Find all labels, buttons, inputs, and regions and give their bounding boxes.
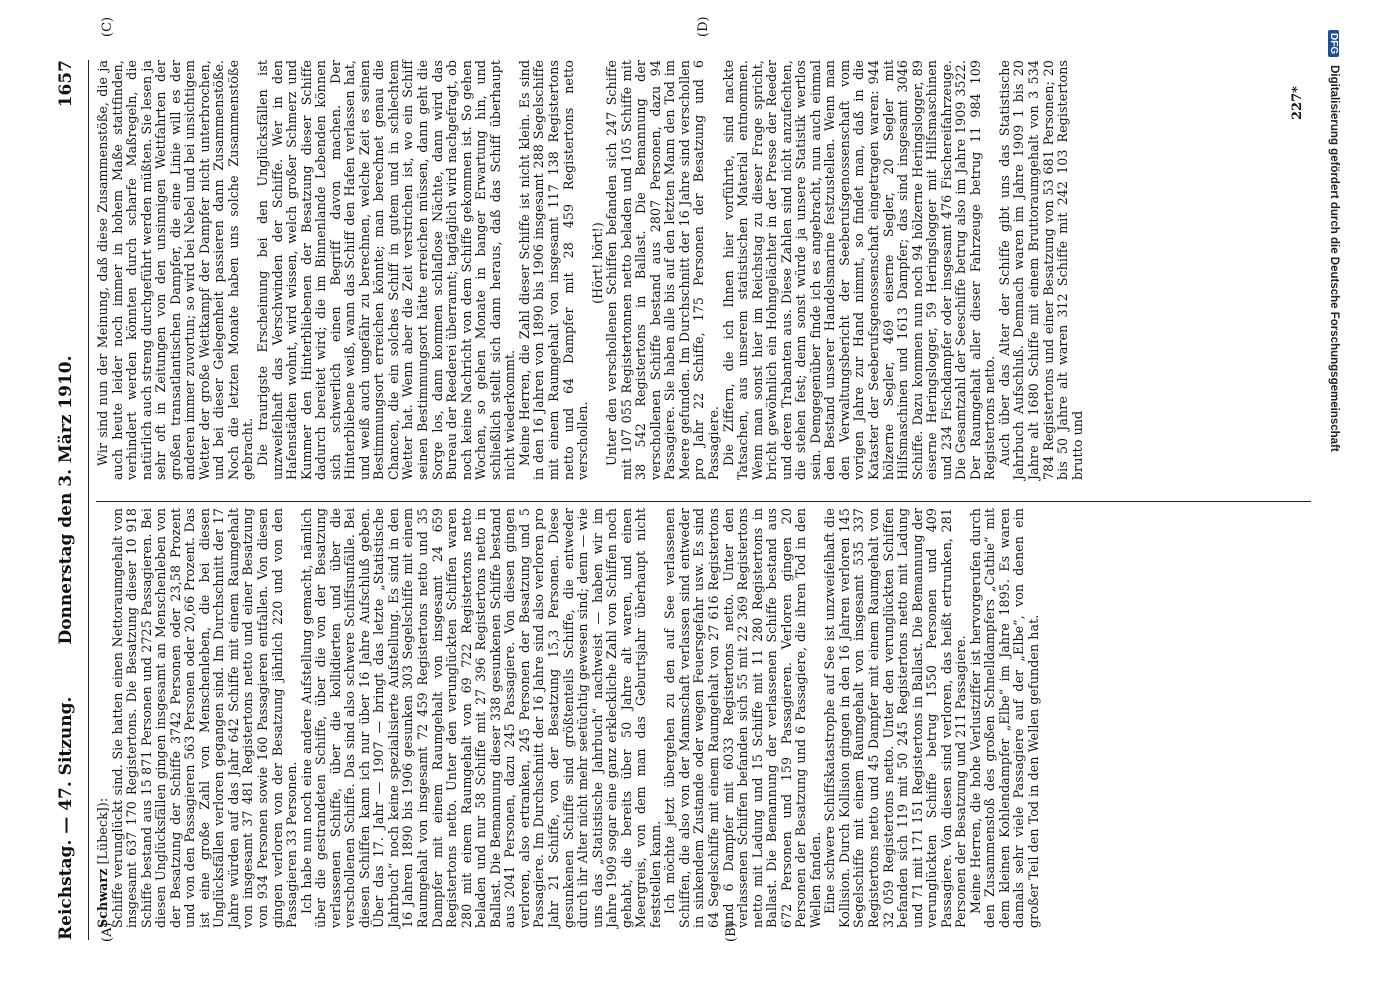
right-paragraph-6: Auch über das Alter der Schiffe gibt uns das Statistische Jahrbuch Aufschluß. Demnach waren im Jahre 1909 1 bis 20 Jahre alt 1680 Schiffe mit einem Bruttoraumgehalt von 3 534 784 Registertons und einer Besatzung von 53 681 Personen; 20 bis 50 Jahre alt waren 312 Schiffe mit 242 103 Registertons brutto und [996, 60, 1085, 480]
right-paragraph-1: Wir sind nun der Meinung, daß diese Zusammenstöße, die ja auch heute leider noch immer in hohem Maße stattfinden, verhindert werden könnten durch scharfe Maßregeln, die natürlich auch streng durchgeführt werden müßten. Sie lesen ja sehr oft in Zeitungen von den unsinnigen Wettfahrten der großen transatlantischen Dampfer, die eine Linie will es der anderen immer zuvortun; so wird bei Nebel und bei unsichtigem Wetter der große Wettkampf der Dampfer nicht unterbrochen, und bei dieser Gelegenheit passieren dann Zusammenstöße. Noch die letzten Monate haben uns solche Zusammenstöße gebracht. [95, 60, 256, 480]
signature-mark: 227* [1290, 86, 1305, 120]
left-paragraph-4: Eine schwere Schiffskatastrophe auf See ist unzweifelhaft die Kollision. Durch Kollision gingen in den 16 Jahren verloren 145 Segelschiffe mit einem Raumgehalt von insgesamt 535 337 Registertons netto und 45 Dampfer mit einem Raumgehalt von 32 059 Registertons netto. Unter den verunglückten Schiffen befanden sich 119 mit 50 245 Registertons netto mit Ladung und 71 mit 171 151 Registertons in Ballast. Die Bemannung der verunglückten Schiffe betrug 1550 Personen und 409 Passagiere. Von diesen sind verloren, das heißt ertrunken, 281 Personen der Besatzung und 211 Passagiere. [822, 508, 969, 928]
page-number: 1657 [56, 60, 76, 108]
margin-marker-c: (C) [100, 16, 115, 37]
left-column [96, 508, 1042, 928]
margin-marker-d: (D) [696, 16, 711, 37]
interjection: (Hört! hört!) [589, 222, 605, 304]
margin-marker-b: (B) [724, 922, 739, 942]
left-paragraph-5: Meine Herren, die hohe Verlustziffer ist hervorgerufen durch den Zusammenstoß des großen Schnelldampfers „Cathie“ mit dem kleinen Kohlendampfer „Elbe“ im Jahre 1895. Es waren damals sehr viele Passagiere auf der „Elbe“, von denen ein großer Teil den Tod in den Wellen gefunden hat. [967, 508, 1041, 928]
header-date: Donnerstag den 3. März 1910. [56, 355, 76, 645]
digitization-text: Digitalisierung gefördert durch die Deutsche Forschungsgemeinschaft [1328, 65, 1340, 452]
left-paragraph-1 [96, 508, 300, 928]
right-column [96, 60, 1085, 480]
page-header [56, 60, 84, 940]
left-paragraph-3: Ich möchte jetzt übergehen zu den auf See verlassenen Schiffen, die also von der Mannschaft verlassen sind entweder in sinkendem Zustande oder wegen Feuersgefahr usw. Es sind 64 Segelschiffe mit einem Raumgehalt von 27 616 Registertons und 6 Dampfer mit 6033 Registertons netto. Unter den verlassenen Schiffen befanden sich 55 mit 22 369 Registertons netto mit Ladung und 15 Schiffe mit 11 280 Registertons in Ballast. Die Bemannung der verlassenen Schiffe bestand aus 672 Personen und 159 Passagieren. Verloren gingen 20 Personen der Besatzung und 6 Passagiere, die ihren Tod in den Wellen fanden. [662, 508, 823, 928]
left-paragraph-2: Ich habe nun noch eine andere Aufstellung gemacht, nämlich über die gestrandeten Schiffe, über die von der Besatzung verlassenen Schiffe, über die kollidierten und über die verschollenen Schiffe. Das sind also schwere Schiffsunfälle. Bei diesen Schiffen kann ich nur über 16 Jahre Aufschluß geben. Über das 17. Jahr — 1907 — bringt das letzte „Statistische Jahrbuch“ noch keine spezialisierte Aufstellung. Es sind in den 16 Jahren 1890 bis 1906 gesunken 303 Segelschiffe mit einem Raumgehalt von insgesamt 72 459 Registertons netto und 35 Dampfer mit einem Raumgehalt von insgesamt 24 659 Registertons netto. Unter den verunglückten Schiffen waren 280 mit einem Raumgehalt von 69 722 Registertons netto beladen und nur 58 Schiffe mit 27 396 Registertons netto in Ballast. Die Bemannung dieser 338 gesunkenen Schiffe bestand aus 2041 Personen, dazu 245 Passagiere. Von diesen gingen verloren, also ertranken, 245 Personen der Besatzung und 5 Passagiere. Im Durchschnitt der 16 Jahre sind also verloren pro Jahr 21 Schiffe, von der Besatzung 15,3 Personen. Diese gesunkenen Schiffe sind größtenteils Schiffe, die entweder durch ihr Alter nicht mehr seetüchtig gewesen sind; denn — wie uns das „Statistische Jahrbuch“ nachweist — haben wir im Jahre 1909 sogar eine ganz erkleckliche Zahl von Schiffen noch gehabt, die bereits über 50 Jahre alt waren, und einen Meergreis, von dem man das Geburtsjahr überhaupt nicht feststellen kann. [298, 508, 663, 928]
speaker-name: Schwarz [95, 868, 110, 928]
right-paragraph-4: Unter den verschollenen Schiffen befanden sich 247 Schiffe mit 107 055 Registertonnen netto beladen und 105 Schiffe mit 38 542 Registertons in Ballast. Die Bemannung der verschollenen Schiffe bestand aus 2807 Personen, dazu 94 Passagiere. Sie haben alle bis auf den letzten Mann den Tod im Meere gefunden. Im Durchschnitt der 16 Jahre sind verschollen pro Jahr 22 Schiffe, 175 Personen der Besatzung und 6 Passagiere. [604, 60, 721, 480]
column-divider [96, 501, 1311, 502]
header-rule [88, 60, 89, 940]
digitization-note [1322, 30, 1340, 970]
dfg-logo: DFG [1328, 30, 1339, 57]
header-session: Reichstag. — 47. Sitzung. [56, 696, 76, 940]
right-paragraph-5: Die Ziffern, die ich Ihnen hier vorführte, sind nackte Tatsachen, aus unserem statistischen Material entnommen. Wenn man sonst hier im Reichstag zu dieser Frage spricht, bricht gewöhnlich ein Hohngelächter in der Presse der Reeder und deren Trabanten aus. Diese Zahlen sind nicht anzufechten, die stehen fest; denn sonst würde ja unsere Statistik wertlos sein. Demgegenüber finde ich es angebracht, nun auch einmal den Bestand unserer Handelsmarine festzustellen. Wenn man den Verwaltungsbericht der Seeberufsgenossenschaft vom vorigen Jahre zur Hand nimmt, so findet man, daß in die Kataster der Seeberufsgenossenschaft eingetragen waren: 944 hölzerne Segler, 469 eiserne Segler, 20 Segler mit Hilfsmaschinen und 1613 Dampfer; das sind insgesamt 3046 Schiffe. Dazu kommen nun noch 94 hölzerne Heringslogger, 89 eiserne Heringslogger, 59 Heringslogger mit Hilfsmaschinen und 234 Fischdampfer oder insgesamt 476 Fischereifahrzeuge. Die Gesamtzahl der Seeschiffe betrug also im Jahre 1909 3522. Der Raumgehalt aller dieser Fahrzeuge betrug 11 984 109 Registertons netto. [720, 60, 998, 480]
left-paragraph-1-text: Schiffe verunglückt sind. Sie hatten einen Nettoraumgehalt von insgesamt 637 170 Registertons. Die Besatzung dieser 10 918 Schiffe bestand aus 15 871 Personen und 2725 Passagieren. Bei diesen Unglücksfällen gingen insgesamt an Menschenleben von der Besatzung der Schiffe 3742 Personen oder 23,58 Prozent und von den Passagieren 563 Personen oder 20,66 Prozent. Das ist eine große Zahl von Menschenleben, die bei diesen Unglücksfällen verloren gegangen sind. Im Durchschnitt der 17 Jahre würden auf das Jahr 642 Schiffe mit einem Raumgehalt von insgesamt 37 481 Registertons netto und einer Besatzung von 934 Personen sowie 160 Passagieren entfallen. Von diesen gingen verloren von der Besatzung jährlich 220 und von den Passagieren 33 Personen. [109, 508, 300, 928]
right-paragraph-3: Meine Herren, die Zahl dieser Schiffe ist nicht klein. Es sind in den 16 Jahren von 1890 bis 1906 insgesamt 288 Segelschiffe mit einem Raumgehalt von insgesamt 117 138 Registertons netto und 64 Dampfer mit 28 459 Registertons netto verschollen. [516, 60, 591, 480]
margin-marker-a: (A) [100, 922, 115, 942]
speaker-suffix: [Lübeck]): [95, 797, 110, 869]
right-paragraph-2: Die traurigste Erscheinung bei den Unglücksfällen ist unzweifelhaft das Verschwinden der Schiffe. Wer in den Hafenstädten wohnt, wird wissen, welch großer Schmerz und Kummer den Hinterbliebenen der Besatzung dieser Schiffe dadurch bereitet wird; die im Binnenlande Lebenden können sich schwerlich einen Begriff davon machen. Der Hinterbliebene weiß, wann das Schiff den Hafen verlassen hat, und weiß auch ungefähr zu berechnen, welche Zeit es seinen Bestimmungsort erreichen könnte; man berechnet genau die Chancen, die ein solches Schiff in gutem und in schlechtem Wetter hat. Wenn aber die Zeit verstrichen ist, wo ein Schiff seinen Bestimmungsort hätte erreichen müssen, dann geht die Sorge los, dann kommen schlaflose Nächte, dann wird das Bureau der Reederei überrannt; tagtäglich wird nachgefragt, ob noch keine Nachricht von dem Schiffe gekommen ist. So gehen Wochen, so gehen Monate in banger Erwartung hin, und schließlich stellt sich dann heraus, daß das Schiff überhaupt nicht wiederkommt. [255, 60, 518, 480]
